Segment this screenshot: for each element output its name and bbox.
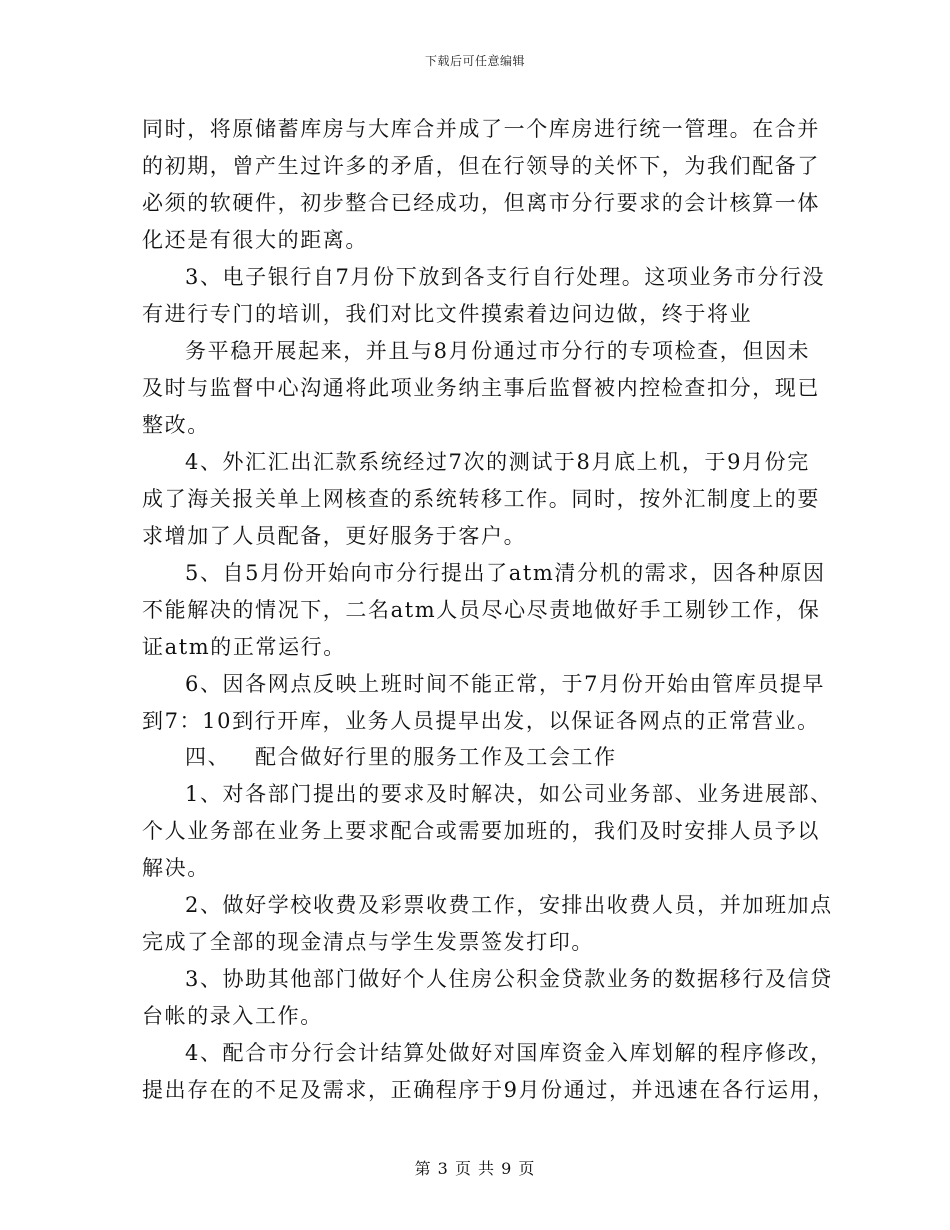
page-header: 下载后可任意编辑: [424, 54, 525, 68]
section-heading: 四、 配合做好行里的服务工作及工会工作: [185, 745, 617, 769]
text-line: 不能解决的情况下，二名atm人员尽心尽责地做好手工剔钞工作，保: [142, 598, 821, 622]
page-number: 第 3 页 共 9 页: [414, 1159, 536, 1178]
text-line: 4、外汇汇出汇款系统经过7次的测试于8月底上机，于9月份完: [185, 450, 810, 474]
text-line: 3、电子银行自7月份下放到各支行自行处理。这项业务市分行没: [185, 265, 826, 289]
text-line: 解决。: [142, 856, 210, 880]
text-line: 有进行专门的培训，我们对比文件摸索着边问边做，终于将业: [142, 302, 753, 326]
text-line: 1、对各部门提出的要求及时解决，如公司业务部、业务进展部、: [185, 782, 833, 806]
text-line: 务平稳开展起来，并且与8月份通过市分行的专项检查，但因未: [185, 339, 811, 363]
text-line: 整改。: [142, 413, 210, 437]
text-line: 证atm的正常运行。: [142, 635, 346, 659]
text-line: 提出存在的不足及需求，正确程序于9月份通过，并迅速在各行运用，: [142, 1078, 835, 1102]
text-line: 5、自5月份开始向市分行提出了atm清分机的需求，因各种原因: [185, 561, 826, 585]
text-line: 6、因各网点反映上班时间不能正常，于7月份开始由管库员提早: [185, 672, 826, 696]
text-line: 到7：10到行开库，业务人员提早出发，以保证各网点的正常营业。: [142, 709, 820, 733]
text-line: 的初期，曾产生过许多的矛盾，但在行领导的关怀下，为我们配备了: [142, 154, 820, 178]
text-line: 完成了全部的现金清点与学生发票签发打印。: [142, 930, 594, 954]
text-line: 及时与监督中心沟通将此项业务纳主事后监督被内控检查扣分，现已: [142, 376, 820, 400]
text-line: 个人业务部在业务上要求配合或需要加班的，我们及时安排人员予以: [142, 819, 820, 843]
text-line: 化还是有很大的距离。: [142, 228, 368, 252]
text-line: 4、配合市分行会计结算处做好对国库资金入库划解的程序修改，: [185, 1041, 833, 1065]
text-line: 3、协助其他部门做好个人住房公积金贷款业务的数据移行及信贷: [185, 967, 833, 991]
text-line: 同时，将原储蓄库房与大库合并成了一个库房进行统一管理。在合并: [142, 117, 820, 141]
text-line: 成了海关报关单上网核查的系统转移工作。同时，按外汇制度上的要: [142, 487, 820, 511]
text-line: 求增加了人员配备，更好服务于客户。: [142, 524, 527, 548]
text-line: 台帐的录入工作。: [142, 1004, 323, 1028]
text-line: 必须的软硬件，初步整合已经成功，但离市分行要求的会计核算一体: [142, 191, 820, 215]
text-line: 2、做好学校收费及彩票收费工作，安排出收费人员，并加班加点: [185, 893, 833, 917]
